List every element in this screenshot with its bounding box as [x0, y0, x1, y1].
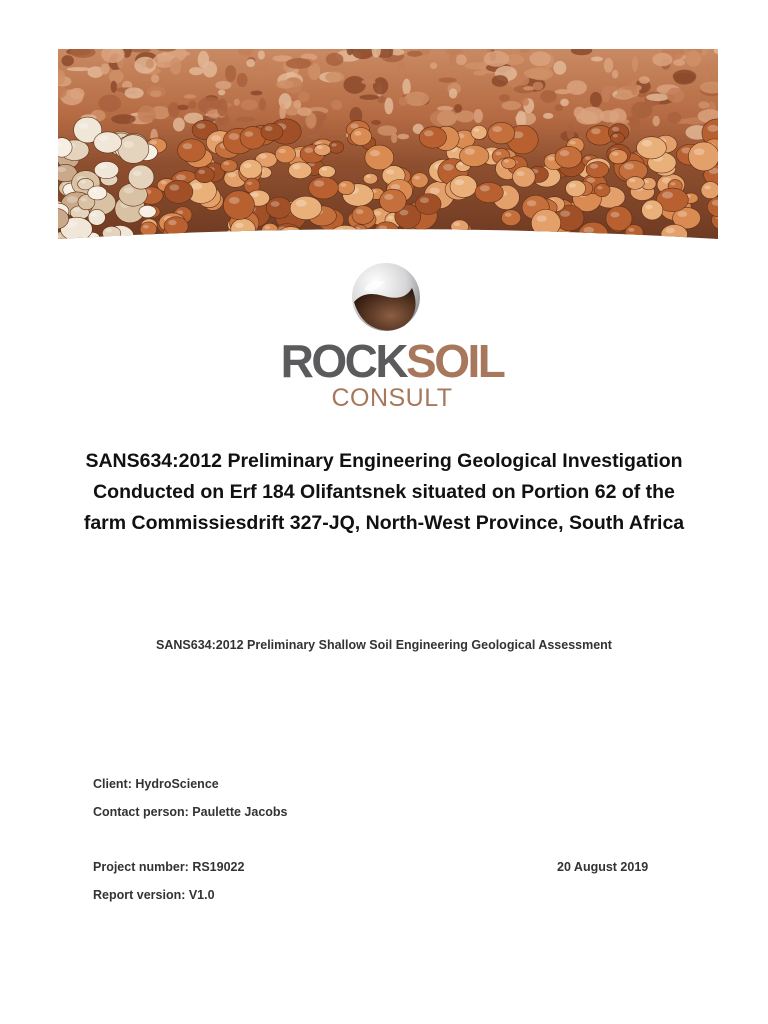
- report-version-line: Report version: V1.0: [93, 888, 215, 902]
- soil-pebbles-banner: [58, 49, 718, 241]
- logo-wordmark: [276, 335, 508, 387]
- project-number-line: Project number: RS19022: [93, 860, 245, 874]
- rocksoil-consult-logo: [276, 262, 508, 412]
- contact-person-line: Contact person: Paulette Jacobs: [93, 805, 288, 819]
- logo-subtitle: CONSULT: [331, 384, 453, 412]
- report-date: 20 August 2019: [557, 860, 649, 874]
- logo-word-soil: SOIL: [406, 335, 504, 387]
- report-subtitle: SANS634:2012 Preliminary Shallow Soil Engineering Geological Assessment: [156, 638, 612, 652]
- logo-word-rock: ROCK: [280, 335, 407, 387]
- report-title: SANS634:2012 Preliminary Engineering Geological Investigation Conducted on Erf 184 Olifantsnek situated on Portion 62 of the farm Commissiesdrift 327-JQ, North-West Province, South Africa: [83, 450, 685, 534]
- logo-sphere-icon: [350, 262, 422, 332]
- client-line: Client: HydroScience: [93, 777, 219, 791]
